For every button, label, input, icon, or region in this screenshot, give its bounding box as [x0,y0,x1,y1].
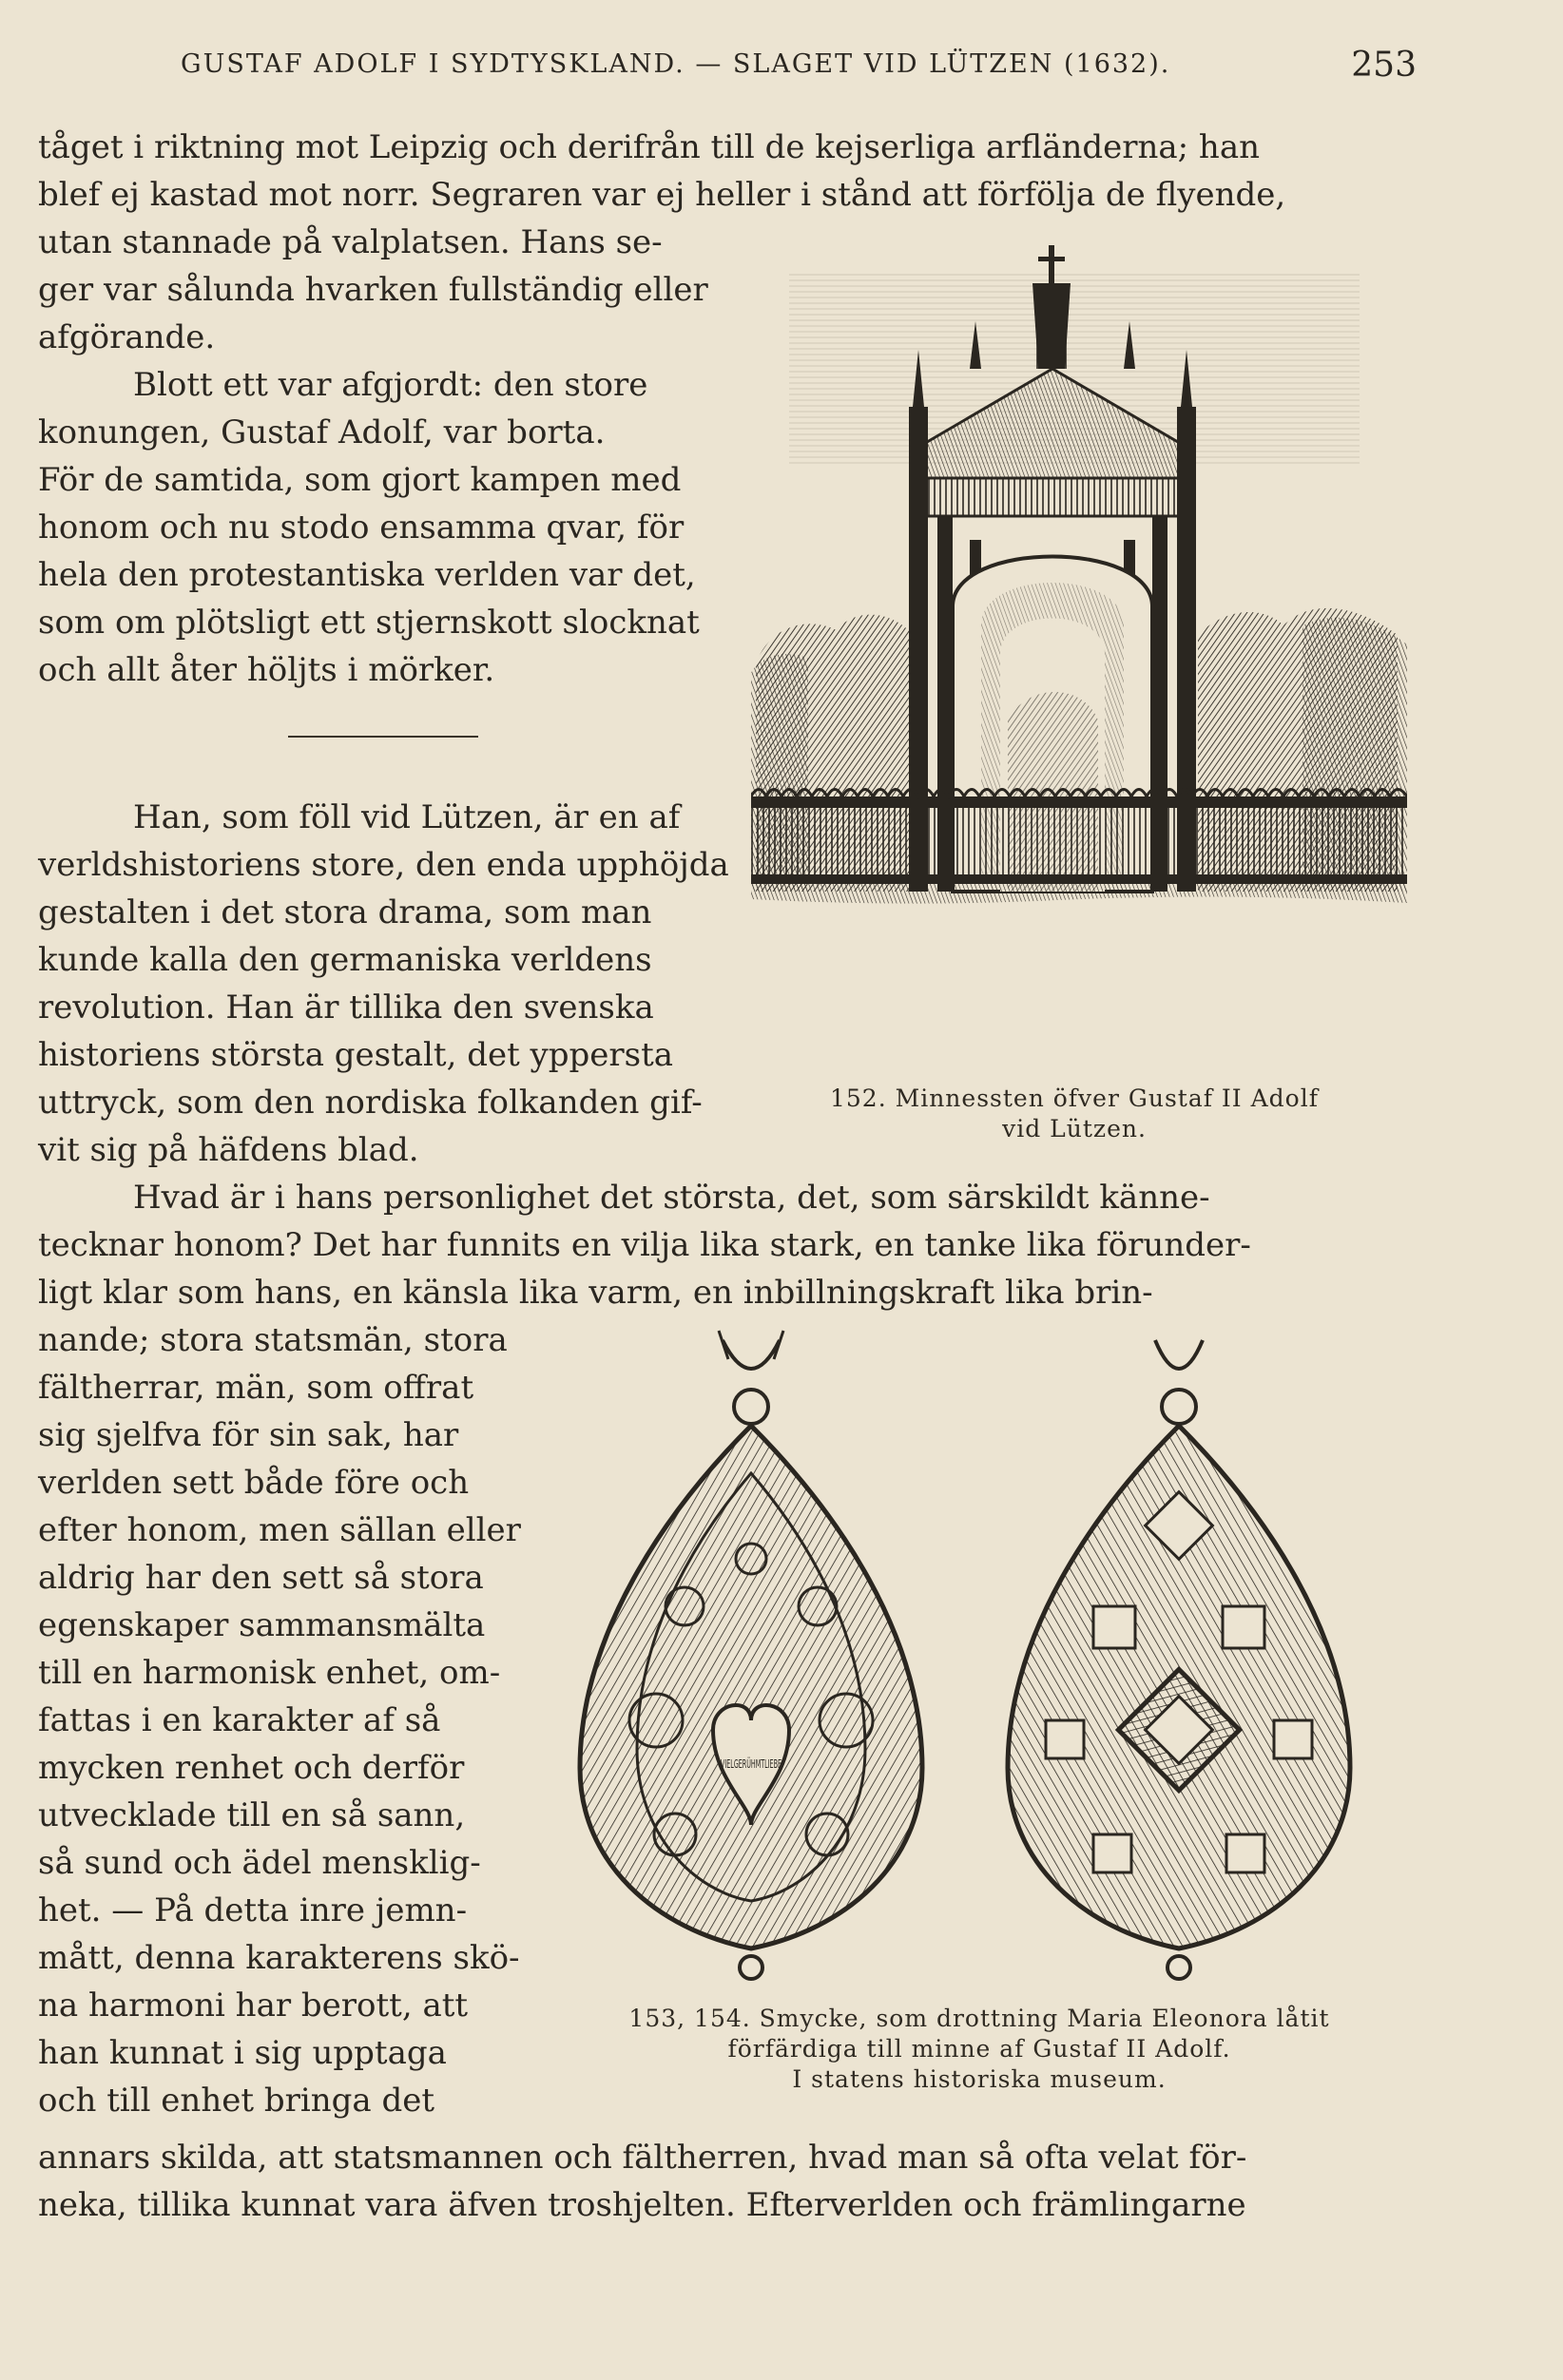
text-line: blef ej kastad mot norr. Segraren var ej heller i stånd att förfölja de flyende, [38,176,1286,214]
text-line: honom och nu stodo ensamma qvar, för [38,509,685,547]
figure-caption-152: 152. Minnessten öfver Gustaf II Adolf [830,1084,1319,1112]
text-line: sig sjelfva för sin sak, har [38,1416,459,1454]
text-line: verlden sett både före och [38,1464,470,1502]
text-line: na harmoni har berott, att [38,1987,469,2025]
text-line: gestalten i det stora drama, som man [38,893,652,931]
text-line: För de samtida, som gjort kampen med [38,461,682,499]
text-line: fältherrar, män, som offrat [38,1369,474,1407]
text-line: som om plötsligt ett stjernskott slocknat [38,604,700,642]
text-line: efter honom, men sällan eller [38,1511,521,1549]
text-line: kunde kalla den germaniska verldens [38,941,652,979]
monument-engraving [751,226,1407,1072]
figure-caption-153-154-museum: I statens historiska museum. [792,2065,1167,2093]
text-line: afgörande. [38,318,216,356]
figure-caption-153-154: 153, 154. Smycke, som drottning Maria Eleonora låtit [628,2005,1330,2032]
text-line: utan stannade på valplatsen. Hans se- [38,223,663,261]
text-line: mycken renhet och derför [38,1749,465,1787]
text-line: fattas i en karakter af så [38,1701,441,1739]
section-divider [288,736,478,738]
figure-caption-153-154-cont: förfärdiga till minne af Gustaf II Adolf. [727,2035,1231,2063]
running-head: GUSTAF ADOLF I SYDTYSKLAND. — SLAGET VID LÜTZEN (1632). [181,49,1171,79]
text-line: Blott ett var afgjordt: den store [133,366,648,404]
text-line: historiens största gestalt, det yppersta [38,1036,674,1074]
text-line: ligt klar som hans, en känsla lika varm, en inbillningskraft lika brin- [38,1274,1153,1312]
text-line: hela den protestantiska verlden var det, [38,556,696,594]
page-number: 253 [1351,46,1417,85]
pendant-back-illustration [979,1321,1398,2006]
text-line: aldrig har den sett så stora [38,1559,484,1597]
text-line: Hvad är i hans personlighet det största, det, som särskildt känne- [133,1179,1210,1217]
pendant-front-illustration [551,1321,970,2006]
text-line: till en harmonisk enhet, om- [38,1654,501,1692]
text-line: neka, tillika kunnat vara äfven troshjelten. Efterverlden och främlingarne [38,2186,1246,2224]
text-line: egenskaper sammansmälta [38,1606,486,1644]
pendant-inscription: VIELGERÜHMTLIEBE [721,1757,836,1771]
text-line: konungen, Gustaf Adolf, var borta. [38,413,606,451]
text-line: han kunnat i sig upptaga [38,2034,447,2072]
text-line: ger var sålunda hvarken fullständig eller [38,271,708,309]
text-line: uttryck, som den nordiska folkanden gif- [38,1084,703,1122]
text-line: så sund och ädel mensklig- [38,1844,481,1882]
text-line: tåget i riktning mot Leipzig och derifrån till de kejserliga arfländerna; han [38,128,1260,166]
text-line: vit sig på häfdens blad. [38,1131,419,1169]
text-line: tecknar honom? Det har funnits en vilja lika stark, en tanke lika förunder- [38,1226,1251,1264]
text-line: mått, denna karakterens skö- [38,1939,520,1977]
text-line: nande; stora statsmän, stora [38,1321,508,1359]
text-line: och allt åter höljts i mörker. [38,651,495,689]
text-line: Han, som föll vid Lützen, är en af [133,798,681,836]
text-line: utvecklade till en så sann, [38,1796,466,1834]
figure-caption-152-cont: vid Lützen. [1002,1115,1147,1142]
text-line: verldshistoriens store, den enda upphöjda [38,846,729,884]
text-line: annars skilda, att statsmannen och fältherren, hvad man så ofta velat för- [38,2139,1247,2177]
text-line: revolution. Han är tillika den svenska [38,988,654,1027]
text-line: het. — På detta inre jemn- [38,1891,468,1929]
text-line: och till enhet bringa det [38,2082,434,2120]
